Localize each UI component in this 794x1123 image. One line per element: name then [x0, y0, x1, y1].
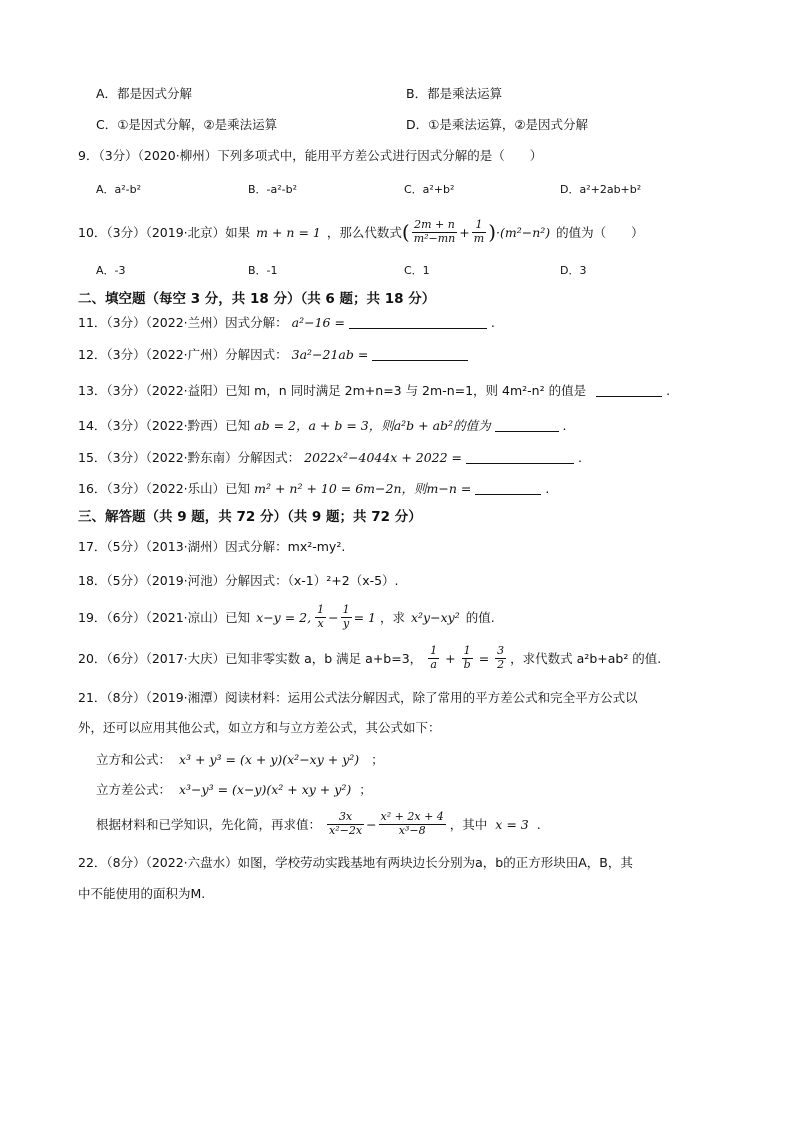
q21-cube-diff-end: ； — [359, 782, 372, 797]
q21-minus: − — [366, 816, 377, 832]
q21-fraction-1-denominator: x²−2x — [329, 823, 363, 837]
q20 — [78, 638, 661, 678]
q20-prefix: 20．（6分）（2017·大庆）已知非零实数 a，b 满足 a+b=3， — [78, 651, 423, 666]
q21-cube-sum-end: ； — [371, 752, 384, 767]
q20-fraction-1-denominator: a — [430, 657, 437, 671]
q15-answer-blank — [466, 451, 574, 464]
q8-option-d: D．①是乘法运算，②是因式分解 — [406, 117, 589, 132]
q8-option-c: C．①是因式分解，②是乘法运算 — [96, 117, 278, 132]
q9-option-a: A．a²-b² — [96, 183, 142, 196]
q20-suffix: ，求代数式 a²b+ab² 的值. — [510, 651, 662, 666]
q21-task — [96, 805, 541, 843]
q19-prefix: 19．（6分）（2021·凉山）已知 — [78, 610, 251, 625]
q11 — [78, 313, 495, 331]
q19-fraction-1-numerator: 1 — [317, 602, 325, 616]
q10-option-a: A．-3 — [96, 264, 126, 277]
q10-fraction-2-denominator: m — [473, 231, 485, 245]
q20-fraction-1-numerator: 1 — [430, 643, 438, 657]
q20-plus: + — [445, 650, 456, 666]
q12-answer-blank — [372, 348, 468, 361]
q9-option-c: C．a²+b² — [404, 183, 455, 196]
q19-expression-2: = 1 — [353, 609, 376, 625]
q20-fraction-3-numerator: 3 — [497, 643, 505, 657]
q11-answer-blank — [349, 316, 487, 329]
q21-task-prefix: 根据材料和已学知识，先化简，再求值： — [96, 817, 322, 832]
q15-expression: 2022x²−4044x + 2022 = — [304, 450, 463, 465]
q11-expression: a²−16 = — [291, 315, 345, 330]
q21-cube-sum-formula: x³ + y³ = (x + y)(x²−xy + y²) — [179, 752, 360, 767]
q13-answer-blank — [596, 384, 662, 397]
q10-suffix: 的值为（ ） — [556, 225, 644, 240]
q10-open-paren: ( — [401, 220, 410, 244]
q14 — [78, 416, 567, 434]
q12-expression: 3a²−21ab = — [291, 347, 369, 362]
q11-end: . — [490, 315, 495, 330]
q10-fraction-1 — [412, 219, 458, 245]
q21-line-2: 外，还可以应用其他公式，如立方和与立方差公式，其公式如下： — [78, 720, 441, 735]
q19-mid: ，求 — [379, 610, 405, 625]
q18: 18．（5分）（2019·河池）分解因式：（x-1）²+2（x-5）. — [78, 573, 399, 588]
q19-fraction-1-denominator: x — [317, 616, 324, 630]
q16 — [78, 479, 549, 497]
q10-fraction-1-denominator: m²−mn — [413, 231, 456, 245]
q21-fraction-2 — [379, 811, 446, 837]
q10-tail-expression: ·(m²−n²) — [496, 224, 551, 240]
q21-line-1: 21．（8分）（2019·湘潭）阅读材料：运用公式法分解因式，除了常用的平方差公式和完全平方公式以 — [78, 690, 638, 705]
q20-fraction-1 — [428, 645, 439, 671]
q21-fraction-1-numerator: 3x — [327, 811, 364, 825]
q10-prefix: 10．（3分）（2019·北京）如果 — [78, 225, 251, 240]
q14-prefix: 14．（3分）（2022·黔西）已知 — [78, 418, 251, 433]
q21-cube-diff-label: 立方差公式： — [96, 782, 172, 797]
q10-close-paren: ) — [488, 220, 496, 244]
q16-expression: m² + n² + 10 = 6m−2n，则m−n = — [254, 481, 472, 496]
q16-answer-blank — [475, 482, 541, 495]
q10-fraction-2-numerator: 1 — [472, 219, 486, 233]
q19-fraction-2 — [341, 604, 352, 630]
q10-condition: m + n = 1 — [256, 224, 321, 240]
q14-expression: ab = 2，a + b = 3，则a²b + ab²的值为 — [254, 418, 491, 433]
q22-line-1: 22．（8分）（2022·六盘水）如图，学校劳动实践基地有两块边长分别为a，b的正方形块田A，B，其 — [78, 855, 633, 870]
section-2-heading: 二、填空题（每空 3 分，共 18 分）（共 6 题；共 18 分） — [78, 291, 436, 307]
q20-equals: = — [478, 650, 490, 666]
q19-expression-1: x−y = 2, — [256, 609, 312, 625]
q14-answer-blank — [495, 419, 559, 432]
q21-cube-sum — [96, 750, 384, 768]
q14-end: . — [562, 418, 567, 433]
q20-fraction-3-denominator: 2 — [497, 657, 505, 671]
q8-option-a: A．都是因式分解 — [96, 86, 193, 101]
q21-task-mid: ，其中 — [449, 817, 488, 832]
q20-fraction-2-numerator: 1 — [462, 645, 473, 659]
q19 — [78, 598, 495, 636]
q22-line-2: 中不能使用的面积为M. — [78, 886, 206, 901]
q10-fraction-2 — [472, 219, 486, 245]
q10-mid: ，那么代数式 — [326, 225, 402, 240]
q11-prefix: 11．（3分）（2022·兰州）因式分解： — [78, 315, 288, 330]
q19-suffix: 的值. — [465, 610, 495, 625]
q13-end: . — [666, 383, 671, 398]
q20-fraction-3 — [495, 645, 506, 671]
q12-prefix: 12．（3分）（2022·广州）分解因式： — [78, 347, 288, 362]
q10-fraction-1-numerator: 2m + n — [412, 219, 458, 233]
q21-fraction-2-denominator: x³−8 — [398, 823, 426, 837]
q21-cube-diff-formula: x³−y³ = (x−y)(x² + xy + y²) — [179, 782, 352, 797]
q9-option-d: D．a²+2ab+b² — [560, 183, 642, 196]
q10-option-b: B．-1 — [248, 264, 278, 277]
q21-fraction-2-numerator: x² + 2x + 4 — [380, 809, 444, 823]
q16-end: . — [545, 481, 550, 496]
q8-option-b: B．都是乘法运算 — [406, 86, 503, 101]
q15-end: . — [578, 450, 582, 465]
q17: 17．（5分）（2013·湖州）因式分解：mx²-my². — [78, 539, 346, 554]
q13-text: 13．（3分）（2022·益阳）已知 m，n 同时满足 2m+n=3 与 2m-n=1，则 4m²-n² 的值是 — [78, 383, 587, 398]
q19-expression-3: x²y−xy² — [411, 609, 460, 625]
q20-fraction-2-denominator: b — [463, 657, 471, 671]
q19-fraction-2-numerator: 1 — [342, 602, 350, 616]
q12 — [78, 345, 468, 363]
q16-prefix: 16．（3分）（2022·乐山）已知 — [78, 481, 251, 496]
q9-option-b: B．-a²-b² — [248, 183, 298, 196]
q19-fraction-1 — [315, 604, 326, 630]
q21-cube-diff — [96, 780, 372, 798]
q15-prefix: 15．（3分）（2022·黔东南）分解因式： — [78, 450, 301, 465]
q20-fraction-2 — [462, 645, 473, 671]
q10-option-d: D．3 — [560, 264, 587, 277]
q21-task-end: . — [536, 816, 541, 832]
q13 — [78, 381, 670, 399]
section-3-heading: 三、解答题（共 9 题，共 72 分）（共 9 题；共 72 分） — [78, 509, 422, 525]
q15 — [78, 448, 582, 466]
q10-stem: 10．（3分）（2019·北京）如果 m + n = 1 ，那么代数式 ( $\frac{2m + n}{\text{m²−mn}}$ + $\frac{1}{m}$ ) ·(m²−n²) 的值为（ ） — [78, 217, 644, 245]
q21-task-condition: x = 3 — [495, 816, 529, 832]
q21-fraction-1 — [327, 811, 364, 837]
q10-option-c: C．1 — [404, 264, 430, 277]
q19-fraction-2-denominator: y — [342, 616, 350, 630]
q21-cube-sum-label: 立方和公式： — [96, 752, 172, 767]
q19-minus: − — [328, 609, 339, 625]
q9-stem: 9．（3分）（2020·柳州）下列多项式中，能用平方差公式进行因式分解的是（ ） — [78, 148, 543, 163]
